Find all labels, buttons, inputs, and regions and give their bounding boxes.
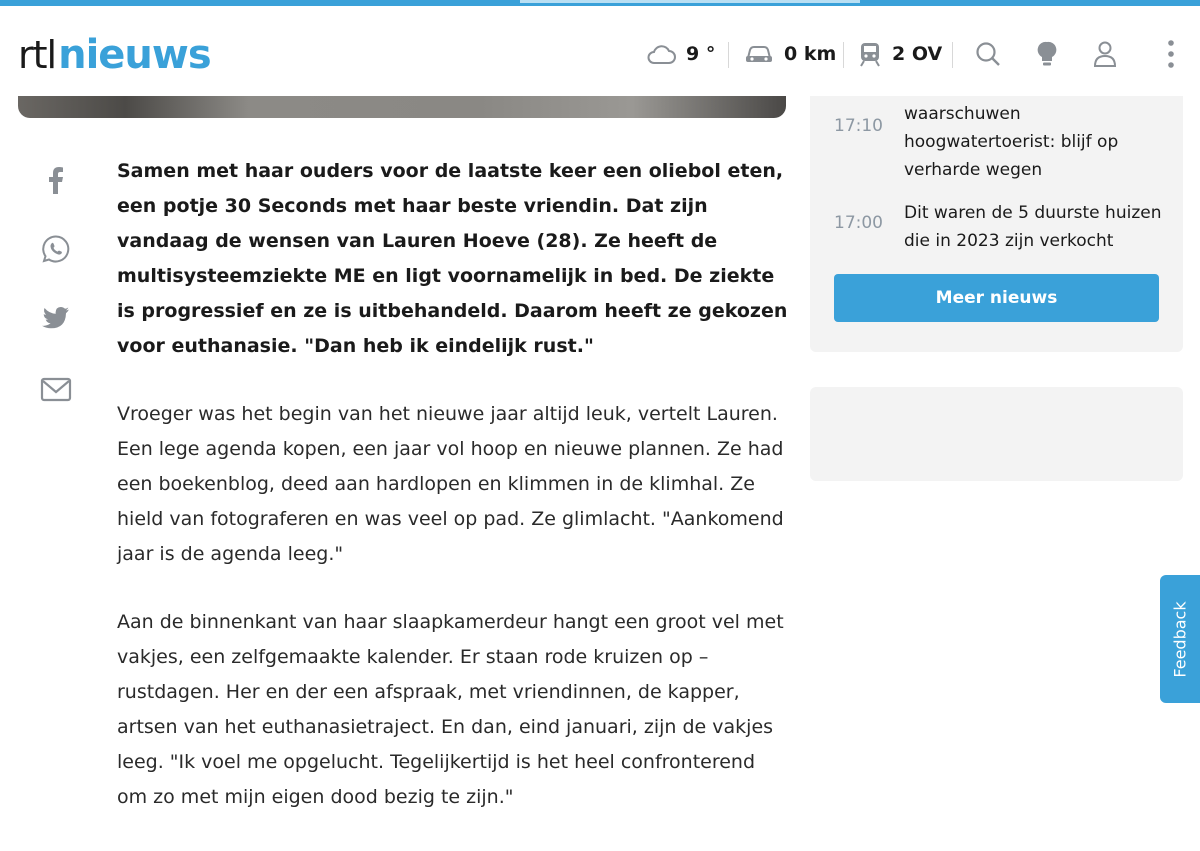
news-title[interactable]: Dit waren de 5 duurste huizen die in 2023 zijn verkocht — [904, 203, 1162, 251]
more-news-button[interactable]: Meer nieuws — [834, 274, 1159, 322]
transit-value: 2 OV — [892, 43, 943, 65]
news-title[interactable]: waarschuwen hoogwatertoerist: blijf op verharde wegen — [904, 104, 1119, 180]
twitter-icon[interactable] — [36, 299, 76, 339]
weather-widget[interactable] — [646, 36, 715, 72]
user-icon[interactable] — [1089, 38, 1121, 70]
news-item[interactable] — [834, 100, 1174, 184]
cloud-icon — [646, 43, 676, 65]
feedback-label: Feedback — [1170, 600, 1190, 678]
whatsapp-icon[interactable] — [36, 229, 76, 269]
transit-widget[interactable] — [858, 36, 942, 72]
logo-nieuws: nieuws — [58, 32, 211, 78]
traffic-widget[interactable] — [744, 36, 836, 72]
facebook-icon[interactable] — [36, 160, 76, 200]
latest-news-box — [810, 96, 1183, 352]
news-time: 17:10 — [834, 116, 883, 136]
site-header — [0, 6, 1200, 96]
lightbulb-icon[interactable] — [1031, 38, 1063, 70]
weather-value: 9 ° — [686, 43, 716, 65]
car-icon — [744, 43, 774, 65]
search-icon[interactable] — [972, 38, 1004, 70]
logo-rtl: rtl — [18, 33, 57, 77]
ad-placeholder — [810, 387, 1183, 481]
article-paragraph-2: Aan de binnenkant van haar slaapkamerdeur hangt een groot vel met vakjes, een zelfgemaakte kalender. Er staan rode kruizen op – rustdagen. Her en der een afspraak, met vriendinnen, de kapper, artsen van het euthanasietraject. En dan, eind januari, zijn de vakjes leeg. "Ik voel me opgelucht. Tegelijkertijd is het heel confronterend om zo met mijn eigen dood bezig te zijn." — [117, 611, 784, 808]
rtl-nieuws-logo[interactable] — [18, 32, 211, 76]
article-lead: Samen met haar ouders voor de laatste keer een oliebol eten, een potje 30 Seconds met haar beste vriendin. Dat zijn vandaag de wensen van Lauren Hoeve (28). Ze heeft de multisysteemziekte ME en ligt voornamelijk in bed. De ziekte is progressief en ze is uitbehandeld. Daarom heeft ze gekozen voor euthanasie. "Dan heb ik eindelijk rust." — [117, 160, 788, 357]
traffic-value: 0 km — [784, 43, 837, 65]
article-paragraph-1: Vroeger was het begin van het nieuwe jaar altijd leuk, vertelt Lauren. Een lege agenda kopen, een jaar vol hoop en nieuwe plannen. Ze had een boekenblog, deed aan hardlopen en klimmen in de klimhal. Ze hield van fotograferen en was veel op pad. Ze glimlacht. "Aankomend jaar is de agenda leeg." — [117, 403, 784, 565]
article-body — [117, 154, 789, 815]
feedback-tab[interactable] — [1160, 575, 1200, 703]
more-vertical-icon[interactable] — [1155, 38, 1187, 70]
mail-icon[interactable] — [36, 370, 76, 410]
hero-image — [18, 96, 786, 118]
train-icon — [858, 41, 882, 67]
news-item[interactable] — [834, 199, 1174, 255]
news-time: 17:00 — [834, 213, 883, 233]
